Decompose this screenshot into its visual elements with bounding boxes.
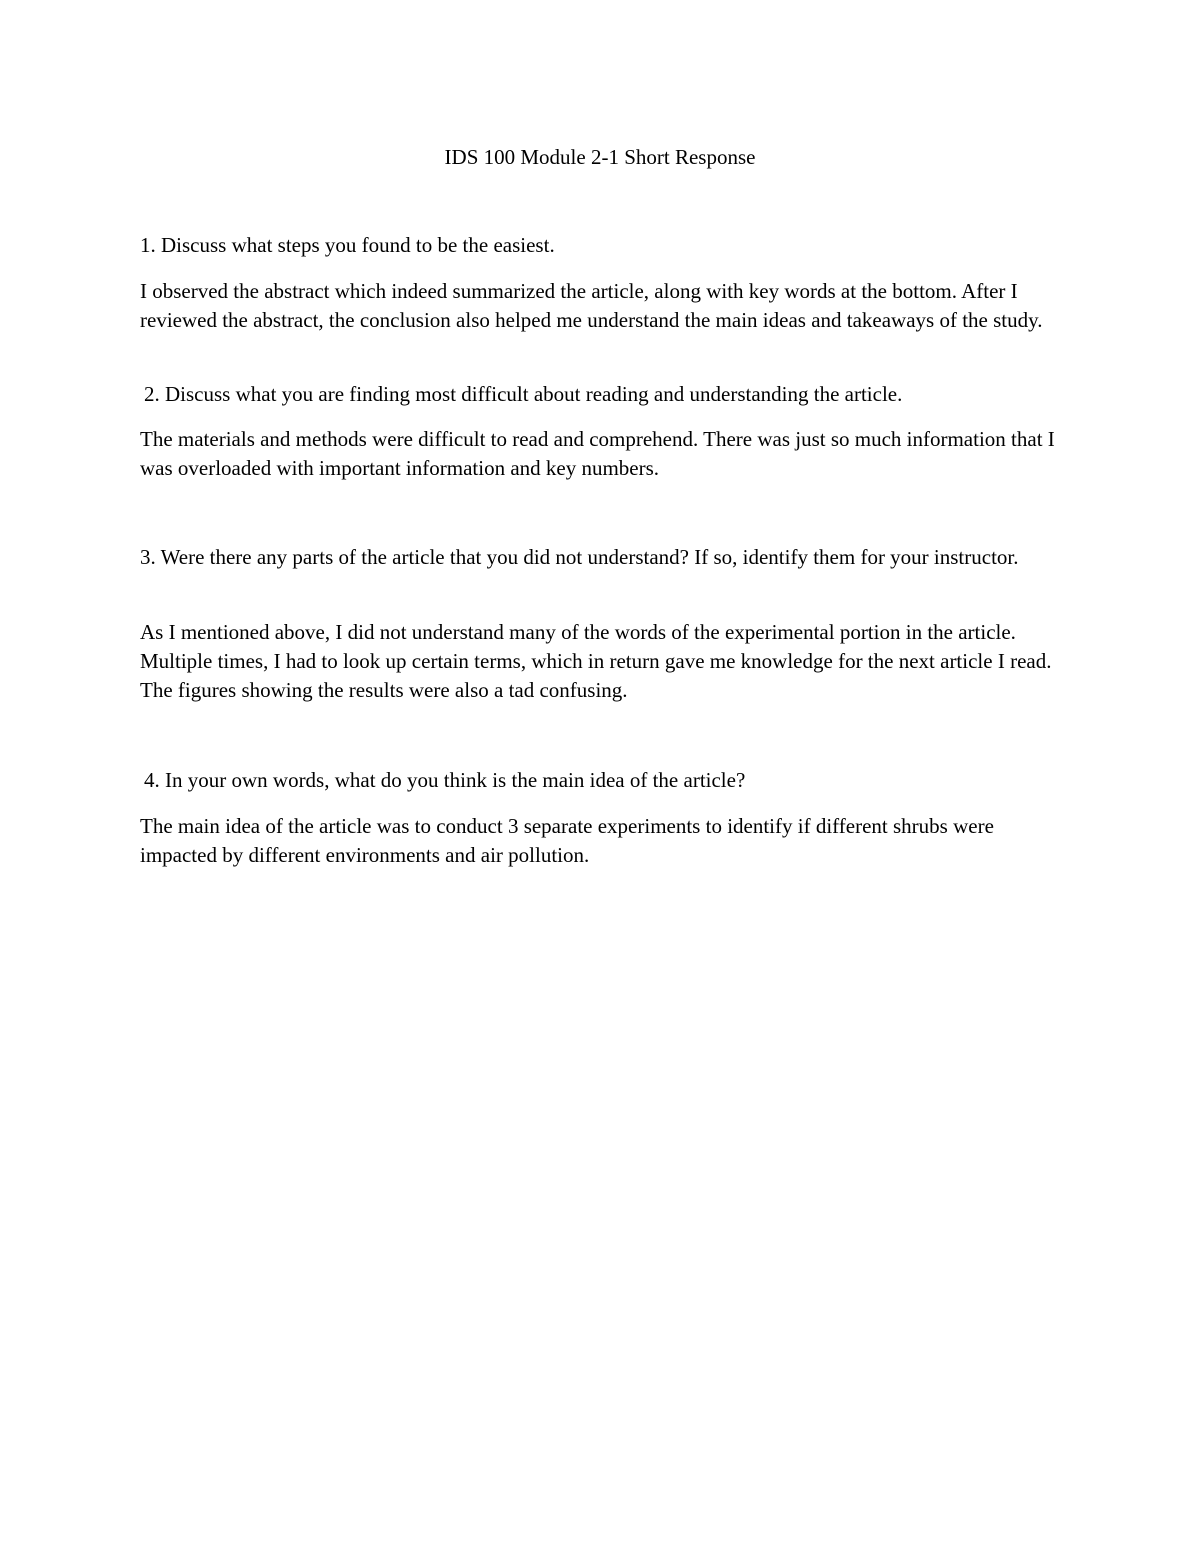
answer-4: The main idea of the article was to conduct 3 separate experiments to identify if different shrubs were impacted by different environments and air pollution. [140,814,994,867]
answer-2: The materials and methods were difficult to read and comprehend. There was just so much information that I was overloaded with important information and key numbers. [140,427,1055,480]
answer-1: I observed the abstract which indeed summarized the article, along with key words at the bottom. After I reviewed the abstract, the conclusion also helped me understand the main ideas and takeaways of the study. [140,279,1043,332]
question-4: 4. In your own words, what do you think is the main idea of the article? [144,768,746,792]
question-3: 3. Were there any parts of the article that you did not understand? If so, identify them for your instructor. [140,545,1019,569]
question-1: 1. Discuss what steps you found to be the easiest. [140,233,555,257]
document-title: IDS 100 Module 2-1 Short Response [444,145,756,169]
answer-3: As I mentioned above, I did not understand many of the words of the experimental portion in the article. Multiple times, I had to look up certain terms, which in return gave me knowledge for the next article I read. The figures showing the results were also a tad confusing. [140,620,1052,702]
question-2: 2. Discuss what you are finding most difficult about reading and understanding the article. [144,382,903,406]
